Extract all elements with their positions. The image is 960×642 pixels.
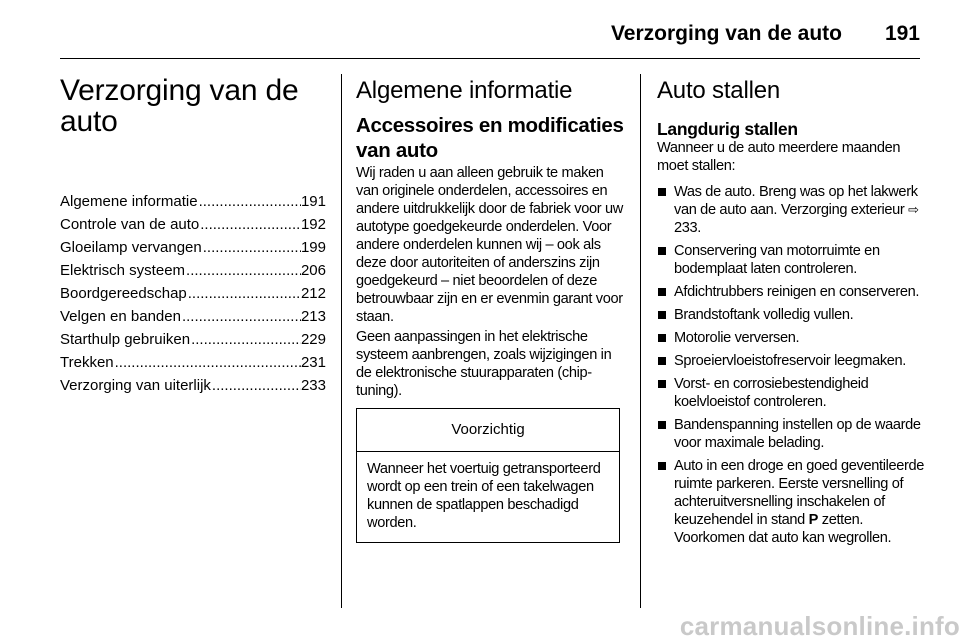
page-reference[interactable]: 233. <box>674 220 702 236</box>
toc-entry[interactable]: Algemene informatie ..... 191 <box>60 193 326 216</box>
square-bullet-icon <box>658 380 666 388</box>
square-bullet-icon <box>658 247 666 255</box>
chapter-toc-column <box>60 74 326 400</box>
square-bullet-icon <box>658 334 666 342</box>
gear-position-p: P <box>808 512 819 528</box>
page-reference-arrow-icon[interactable]: ⇨ <box>908 202 919 217</box>
column-divider <box>640 74 641 608</box>
toc-entry[interactable]: Elektrisch systeem ..... 206 <box>60 262 326 285</box>
storage-checklist <box>657 183 925 547</box>
subsection-title: Langdurig stallen <box>657 119 798 139</box>
square-bullet-icon <box>658 462 666 470</box>
list-item: Brandstoftank volledig vullen. <box>657 306 925 324</box>
toc-entry[interactable]: Velgen en banden ..... 213 <box>60 308 326 331</box>
subsection-title: Accessoires en modificaties van auto <box>356 114 624 162</box>
square-bullet-icon <box>658 288 666 296</box>
body-paragraph: Wij raden u aan alleen gebruik te maken van originele onderdelen, accessoires en andere uitdrukkelijk door de fabriek voor uw autotype goedgekeurde onderdelen. Voor andere onderdelen kunnen wij – ook als deze door autoriteiten of anderszins zijn goedgekeurd – niet beoordelen of deze betrouwbaar zijn en er evenmin garant voor staan. <box>356 165 623 325</box>
toc-entry[interactable]: Starthulp gebruiken ..... 229 <box>60 331 326 354</box>
list-item: Afdichtrubbers reinigen en conserveren. <box>657 283 925 301</box>
body-paragraph: Geen aanpassingen in het elektrische systeem aanbrengen, zoals wijzigingen in de elektronische stuurapparaten (chip-tuning). <box>356 329 612 399</box>
toc-entry[interactable]: Gloeilamp vervangen ..... 199 <box>60 239 326 262</box>
list-item: Was de auto. Breng was op het lakwerk van de auto aan. Verzorging exterieur ⇨ 233. <box>657 183 925 237</box>
caution-box <box>356 408 620 543</box>
square-bullet-icon <box>658 188 666 196</box>
toc-entry[interactable]: Trekken ..... 231 <box>60 354 326 377</box>
watermark: carmanualsonline.info <box>679 611 960 641</box>
list-item: Motorolie verversen. <box>657 329 925 347</box>
list-item: Bandenspanning instellen op de waarde voor maximale belading. <box>657 416 925 452</box>
toc-list <box>60 193 326 400</box>
list-item: Sproeiervloeistofreservoir leegmaken. <box>657 352 925 370</box>
page-number: 191 <box>884 22 920 45</box>
caution-heading: Voorzichtig <box>357 409 619 452</box>
square-bullet-icon <box>658 421 666 429</box>
running-title: Verzorging van de auto <box>610 22 842 45</box>
page-header <box>60 14 920 59</box>
list-item: Auto in een droge en goed geventileerde ruimte parkeren. Eerste versnelling of achteruitversnelling inschakelen of keuzehendel in stand P zetten. Voorkomen dat auto kan wegrollen. <box>657 457 925 547</box>
toc-entry[interactable]: Verzorging van uiterlijk ..... 233 <box>60 377 326 400</box>
intro-paragraph: Wanneer u de auto meerdere maanden moet stallen: <box>657 140 901 174</box>
list-item: Vorst- en corrosiebestendigheid koelvloeistof controleren. <box>657 375 925 411</box>
parking-column <box>657 74 925 552</box>
general-info-column <box>356 74 624 543</box>
section-title: Algemene informatie <box>356 77 573 104</box>
chapter-title: Verzorging van de auto <box>60 74 299 138</box>
list-item: Conservering van motorruimte en bodemplaat laten controleren. <box>657 242 925 278</box>
section-title: Auto stallen <box>657 77 781 104</box>
toc-entry[interactable]: Boordgereedschap ..... 212 <box>60 285 326 308</box>
square-bullet-icon <box>658 357 666 365</box>
caution-text: Wanneer het voertuig getransporteerd wordt op een trein of een takelwagen kunnen de spatlappen beschadigd worden. <box>367 461 601 531</box>
toc-entry[interactable]: Controle van de auto ..... 192 <box>60 216 326 239</box>
column-divider <box>341 74 342 608</box>
square-bullet-icon <box>658 311 666 319</box>
